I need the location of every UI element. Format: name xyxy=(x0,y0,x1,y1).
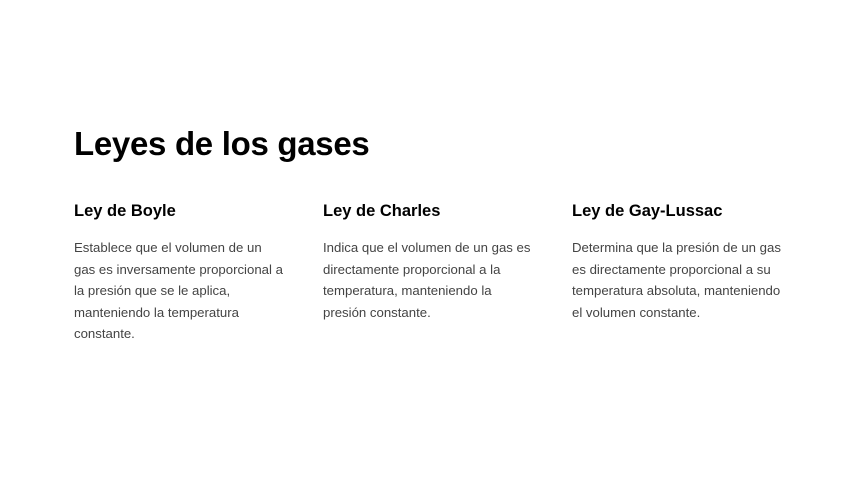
law-description: Indica que el volumen de un gas es directamente proporcional a la temperatura, manteniendo la presión constante. xyxy=(323,240,531,320)
law-description: Determina que la presión de un gas es directamente proporcional a su temperatura absoluta, manteniendo el volumen constante. xyxy=(572,240,781,320)
law-heading: Ley de Gay-Lussac xyxy=(572,202,723,220)
law-column-boyle xyxy=(74,200,286,345)
law-heading: Ley de Boyle xyxy=(74,202,176,220)
law-column-gay-lussac xyxy=(572,200,784,323)
slide-title: Leyes de los gases xyxy=(74,125,370,162)
law-heading: Ley de Charles xyxy=(323,202,441,220)
law-description: Establece que el volumen de un gas es inversamente proporcional a la presión que se le aplica, manteniendo la temperatura constante. xyxy=(74,240,283,341)
law-column-charles xyxy=(323,200,535,323)
